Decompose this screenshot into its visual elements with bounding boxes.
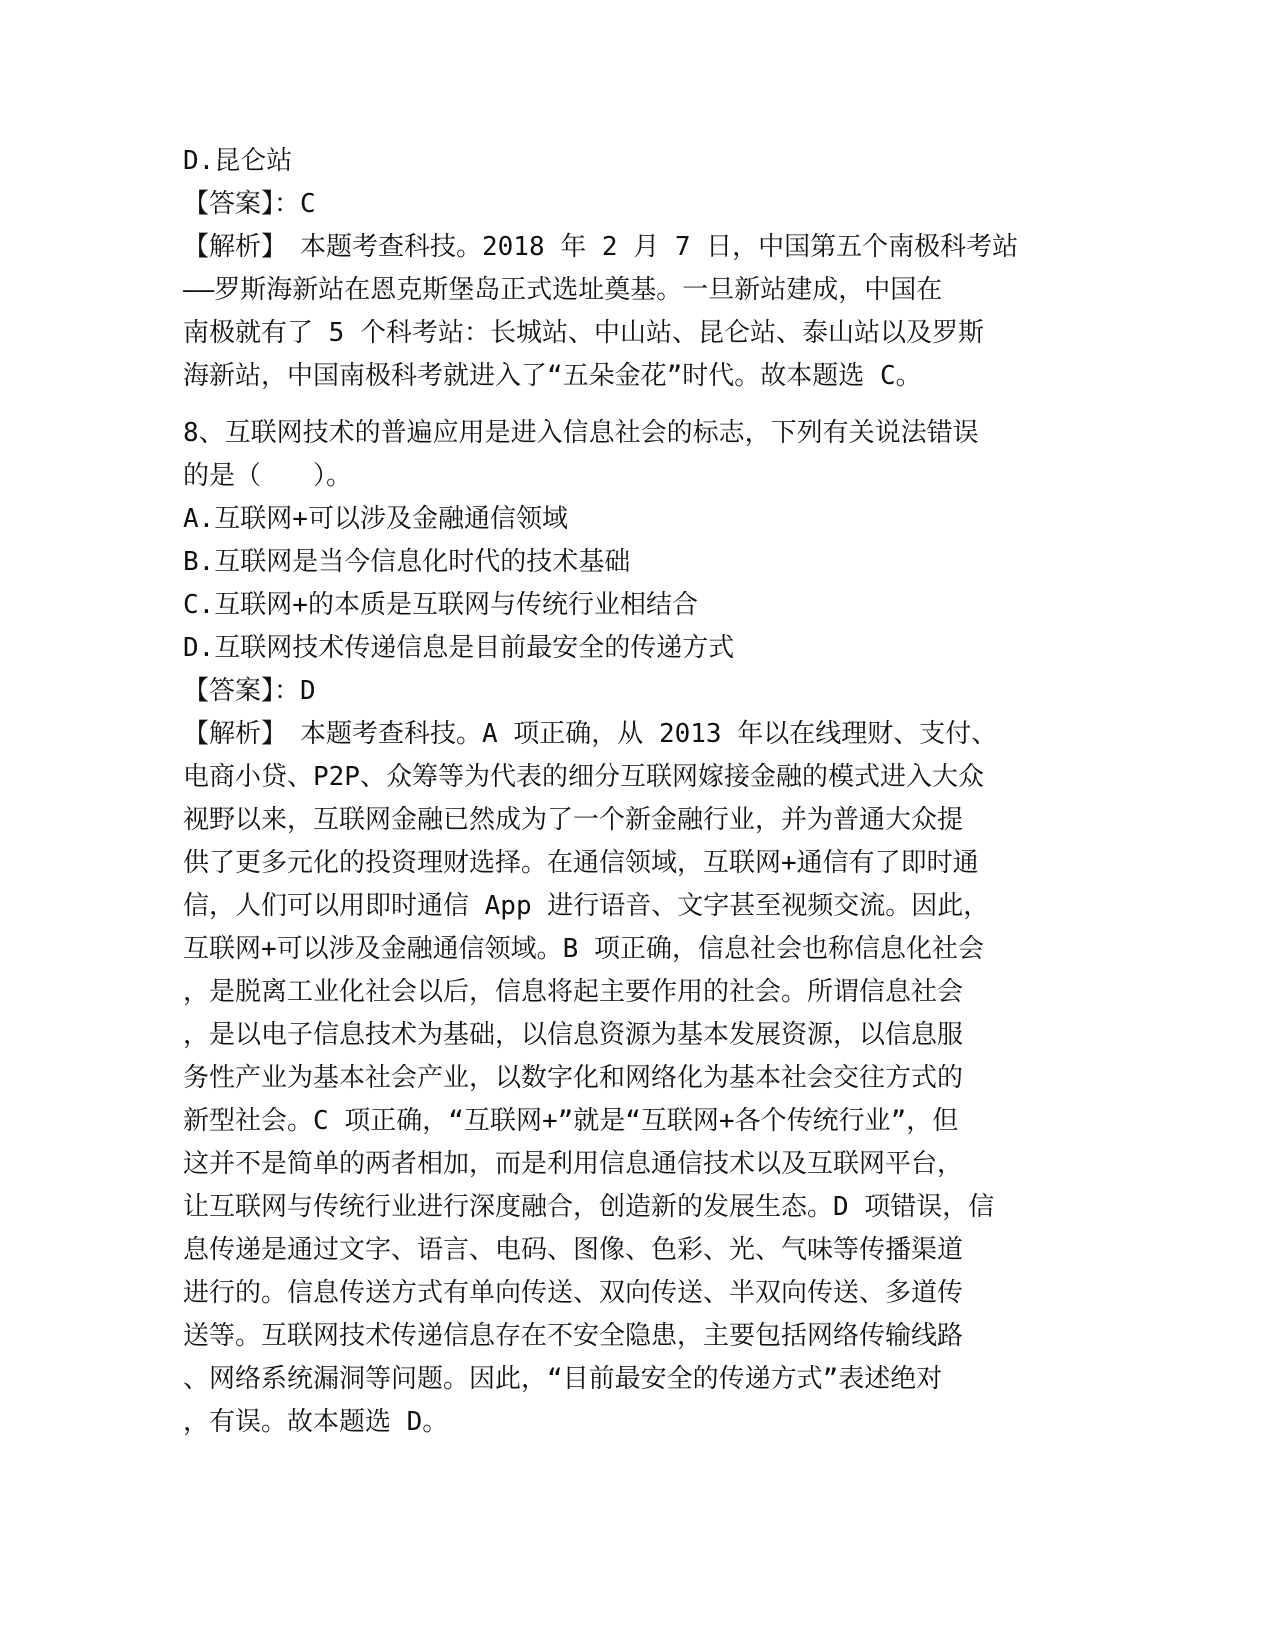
- question-8-analysis-line: 这并不是简单的两者相加，而是利用信息通信技术以及互联网平台，: [183, 1149, 964, 1179]
- question-8-analysis-line: 电商小贷、P2P、众筹等为代表的细分互联网嫁接金融的模式进入大众: [183, 762, 984, 792]
- question-8-analysis-line: 供了更多元化的投资理财选择。在通信领域，互联网+通信有了即时通: [183, 848, 979, 878]
- question-8-stem: 的是（ ）。: [183, 461, 353, 491]
- question-8-analysis-line: 送等。互联网技术传递信息存在不安全隐患，主要包括网络传输线路: [183, 1321, 964, 1351]
- question-8-option-b: B.互联网是当今信息化时代的技术基础: [183, 547, 631, 577]
- prev-analysis-line: 南极就有了 5 个科考站：长城站、中山站、昆仑站、泰山站以及罗斯: [183, 318, 984, 348]
- question-8-analysis-line: 互联网+可以涉及金融通信领域。B 项正确，信息社会也称信息化社会: [183, 934, 984, 964]
- question-8-analysis-line: 、网络系统漏洞等问题。因此，“目前最安全的传递方式”表述绝对: [183, 1364, 943, 1394]
- question-gap: [183, 398, 1043, 412]
- question-8-analysis-line: 【解析】 本题考查科技。A 项正确，从 2013 年以在线理财、支付、: [183, 719, 998, 749]
- question-8-analysis-line: 视野以来，互联网金融已然成为了一个新金融行业，并为普通大众提: [183, 805, 964, 835]
- question-8-option-d: D.互联网技术传递信息是目前最安全的传递方式: [183, 633, 735, 663]
- question-8-analysis-line: ，是以电子信息技术为基础，以信息资源为基本发展资源，以信息服: [183, 1020, 964, 1050]
- question-8-analysis-line: 息传递是通过文字、语言、电码、图像、色彩、光、气味等传播渠道: [183, 1235, 964, 1265]
- question-8-analysis-line: ，是脱离工业化社会以后，信息将起主要作用的社会。所谓信息社会: [183, 977, 964, 1007]
- prev-analysis-line: ——罗斯海新站在恩克斯堡岛正式选址奠基。一旦新站建成，中国在: [183, 275, 943, 305]
- question-8-answer: 【答案】：D: [183, 676, 316, 706]
- question-8-analysis-line: ，有误。故本题选 D。: [183, 1407, 449, 1437]
- question-8-option-c: C.互联网+的本质是互联网与传统行业相结合: [183, 590, 698, 620]
- question-8-analysis-line: 让互联网与传统行业进行深度融合，创造新的发展生态。D 项错误，信: [183, 1192, 995, 1222]
- prev-answer: 【答案】：C: [183, 189, 316, 219]
- question-8-analysis-line: 信，人们可以用即时通信 App 进行语音、文字甚至视频交流。因此，: [183, 891, 990, 921]
- prev-option-d: D.昆仑站: [183, 146, 293, 176]
- question-8-option-a: A.互联网+可以涉及金融通信领域: [183, 504, 568, 534]
- prev-analysis-line: 海新站，中国南极科考就进入了“五朵金花”时代。故本题选 C。: [183, 361, 922, 391]
- document-page: [183, 140, 1043, 1444]
- prev-analysis-line: 【解析】 本题考查科技。2018 年 2 月 7 日，中国第五个南极科考站: [183, 232, 1019, 262]
- question-8-analysis-line: 进行的。信息传送方式有单向传送、双向传送、半双向传送、多道传: [183, 1278, 964, 1308]
- question-8-analysis-line: 新型社会。C 项正确，“互联网+”就是“互联网+各个传统行业”，但: [183, 1106, 959, 1136]
- question-8-stem: 8、互联网技术的普遍应用是进入信息社会的标志，下列有关说法错误: [183, 418, 979, 448]
- question-8-analysis-line: 务性产业为基本社会产业，以数字化和网络化为基本社会交往方式的: [183, 1063, 964, 1093]
